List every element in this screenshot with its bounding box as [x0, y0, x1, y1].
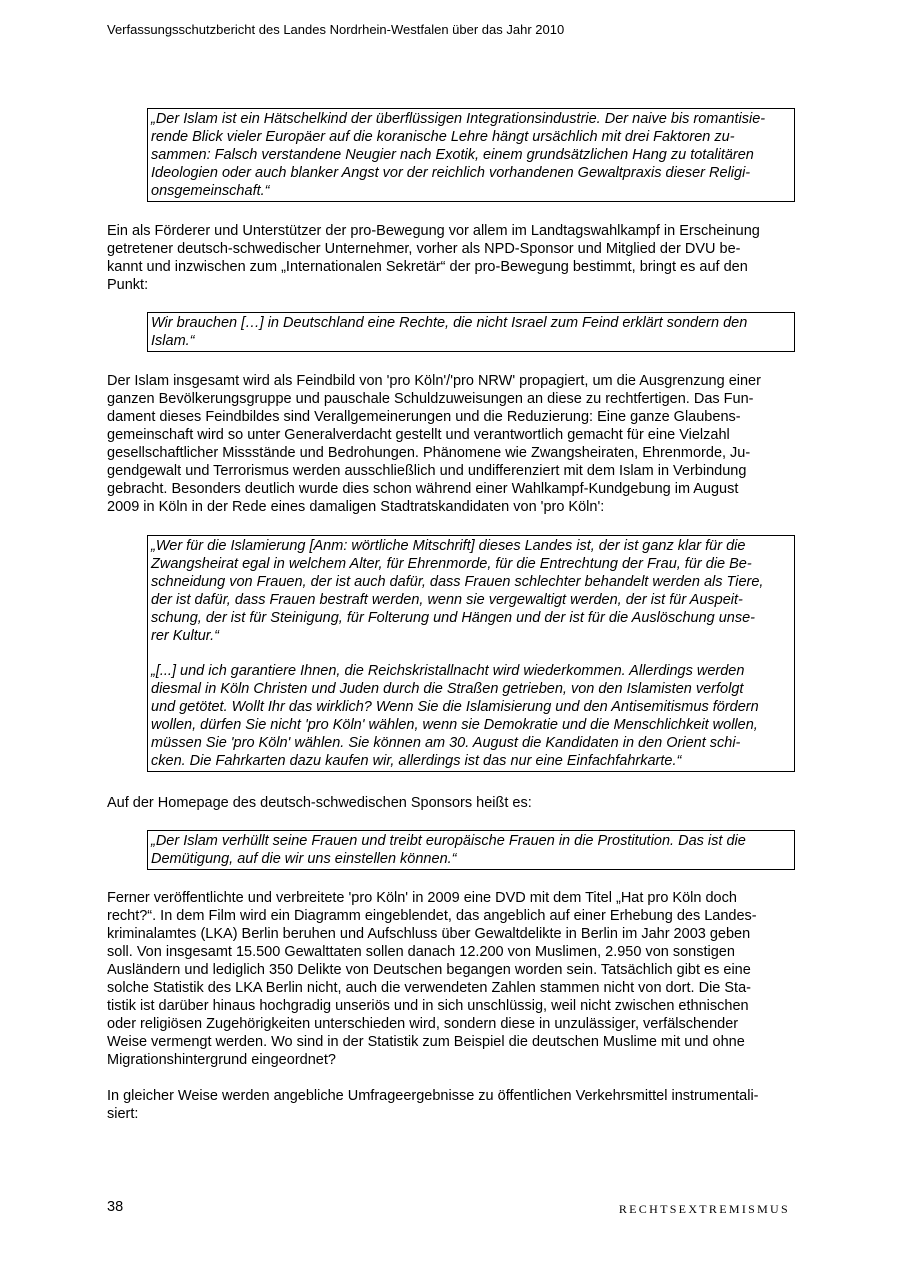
quote-line: Zwangsheirat egal in welchem Alter, für Ehrenmorde, für die Entrechtung der Frau, für die Be- [151, 556, 752, 572]
text-line: kannt und inzwischen zum „Internationalen Sekretär“ der pro-Bewegung bestimmt, bringt es auf den [107, 259, 748, 275]
quote-line: Ideologien oder auch blanker Angst vor der reichlich vorhandenen Gewaltpraxis dieser Religi- [151, 165, 751, 181]
quote-line: schneidung von Frauen, der ist auch dafür, dass Frauen schlechter behandelt werden als Tiere, [151, 574, 764, 590]
text-line: gemeinschaft wird so unter Generalverdacht gestellt und verantwortlich gemacht für eine Vielzahl [107, 427, 730, 443]
text-line: soll. Von insgesamt 15.500 Gewalttaten sollen danach 12.200 von Muslimen, 2.950 von sonstigen [107, 944, 735, 960]
text-line: Auf der Homepage des deutsch-schwedischen Sponsors heißt es: [107, 795, 532, 811]
text-line: solche Statistik des LKA Berlin nicht, auch die verwendeten Zahlen stammen nicht von dort. Die Sta- [107, 980, 751, 996]
text-line: Weise vermengt werden. Wo sind in der Statistik zum Beispiel die deutschen Muslime mit und ohne [107, 1034, 745, 1050]
text-line: gendgewalt und Terrorismus werden ausschließlich und undifferenziert mit dem Islam in Verbindung [107, 463, 747, 479]
quote-line: rer Kultur.“ [151, 628, 219, 644]
text-line: Der Islam insgesamt wird als Feindbild von 'pro Köln'/'pro NRW' propagiert, um die Ausgrenzung einer [107, 373, 761, 389]
text-line: Ferner veröffentlichte und verbreitete 'pro Köln' in 2009 eine DVD mit dem Titel „Hat pro Köln doch [107, 890, 737, 906]
quote-line: „Wer für die Islamierung [Anm: wörtliche Mitschrift] dieses Landes ist, der ist ganz klar für die [151, 538, 746, 554]
text-line: recht?“. In dem Film wird ein Diagramm eingeblendet, das angeblich auf einer Erhebung des Landes- [107, 908, 757, 924]
quote-line: Wir brauchen […] in Deutschland eine Rechte, die nicht Israel zum Feind erklärt sondern den [151, 315, 748, 331]
quote-line: schung, der ist für Steinigung, für Folterung und Hängen und der ist für die Auslöschung unse- [151, 610, 755, 626]
text-line: dament dieses Feindbildes sind Verallgemeinerungen und die Reduzierung: Eine ganze Glaubens- [107, 409, 741, 425]
quote-box-4 [147, 830, 795, 870]
text-line: kriminalamtes (LKA) Berlin beruhen und Aufschluss über Gewaltdelikte in Berlin im Jahr 2003 geben [107, 926, 751, 942]
text-line: Migrationshintergrund eingeordnet? [107, 1052, 336, 1068]
quote-line: „Der Islam ist ein Hätschelkind der überflüssigen Integrationsindustrie. Der naive bis romantisie- [151, 111, 766, 127]
running-header: Verfassungsschutzbericht des Landes Nordrhein-Westfalen über das Jahr 2010 [107, 22, 565, 37]
paragraph-gap [151, 645, 788, 662]
paragraph-2 [107, 372, 797, 516]
text-line: Ausländern und lediglich 350 Delikte von Deutschen begangen worden sein. Tatsächlich gibt es eine [107, 962, 751, 978]
quote-line: der ist dafür, dass Frauen bestraft werden, wenn sie vergewaltigt werden, der ist für Auspeit- [151, 592, 743, 608]
text-line: In gleicher Weise werden angebliche Umfrageergebnisse zu öffentlichen Verkehrsmittel instrumentali- [107, 1088, 759, 1104]
quote-line: wollen, dürfen Sie nicht 'pro Köln' wählen, wenn sie Demokratie und die Menschlichkeit wollen, [151, 717, 758, 733]
quote-line: müssen Sie 'pro Köln' wählen. Sie können am 30. August die Kandidaten in den Orient schi- [151, 735, 741, 751]
section-label: RECHTSEXTREMISMUS [618, 1202, 790, 1216]
text-line: siert: [107, 1106, 139, 1122]
quote-line: „[...] und ich garantiere Ihnen, die Reichskristallnacht wird wiederkommen. Allerdings werden [151, 663, 745, 679]
page-number: 38 [107, 1199, 124, 1215]
text-line: tistik ist darüber hinaus hochgradig unseriös und in sich unschlüssig, weil nicht zwischen ethnischen [107, 998, 749, 1014]
text-line: Punkt: [107, 277, 149, 293]
quote-line: sammen: Falsch verstandene Neugier nach Exotik, einem grundsätzlichen Hang zu totalitären [151, 147, 754, 163]
quote-line: und getötet. Wollt Ihr das wirklich? Wenn Sie die Islamisierung und den Antisemitismus fördern [151, 699, 759, 715]
quote-box-2 [147, 312, 795, 352]
text-line: gebracht. Besonders deutlich wurde dies schon während einer Wahlkampf-Kundgebung im August [107, 481, 739, 497]
text-line: getretener deutsch-schwedischer Unternehmer, vorher als NPD-Sponsor und Mitglied der DVU be- [107, 241, 741, 257]
paragraph-5 [107, 1087, 797, 1123]
text-line: 2009 in Köln in der Rede eines damaligen Stadtratskandidaten von 'pro Köln': [107, 499, 605, 515]
text-line: Ein als Förderer und Unterstützer der pro-Bewegung vor allem im Landtagswahlkampf in Erscheinung [107, 223, 760, 239]
text-line: gesellschaftlicher Missstände und Bedrohungen. Phänomene wie Zwangsheiraten, Ehrenmorde, Ju- [107, 445, 751, 461]
quote-box-1 [147, 108, 795, 202]
text-line: oder religiösen Zugehörigkeiten unterschieden wird, sondern diese in unzulässiger, verfälschender [107, 1016, 739, 1032]
quote-line: rende Blick vieler Europäer auf die koranische Lehre hängt ursächlich mit drei Faktoren zu- [151, 129, 735, 145]
paragraph-3 [107, 794, 797, 812]
quote-line: diesmal in Köln Christen und Juden durch die Straßen getrieben, von den Islamisten verfolgt [151, 681, 744, 697]
quote-line: onsgemeinschaft.“ [151, 183, 270, 199]
quote-line: „Der Islam verhüllt seine Frauen und treibt europäische Frauen in die Prostitution. Das ist die [151, 833, 746, 849]
paragraph-1 [107, 222, 797, 294]
paragraph-4 [107, 889, 797, 1069]
quote-line: Islam.“ [151, 333, 195, 349]
quote-box-3 [147, 535, 795, 772]
quote-line: cken. Die Fahrkarten dazu kaufen wir, allerdings ist das nur eine Einfachfahrkarte.“ [151, 753, 682, 769]
text-line: ganzen Bevölkerungsgruppe und pauschale Schuldzuweisungen an diese zu rechtfertigen. Das Fun- [107, 391, 754, 407]
quote-line: Demütigung, auf die wir uns einstellen können.“ [151, 851, 457, 867]
